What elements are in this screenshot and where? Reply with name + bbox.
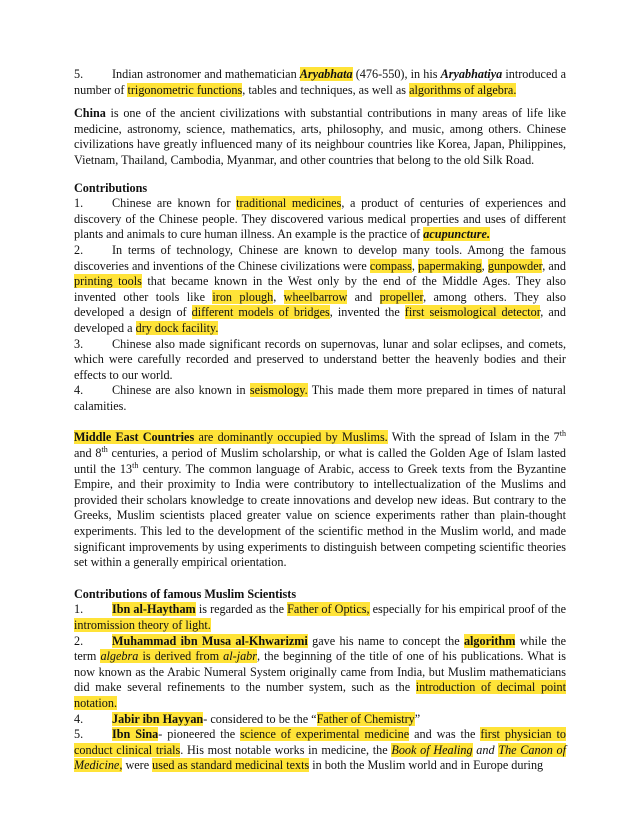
highlight-book-of-healing: Book of Healing <box>391 742 473 757</box>
highlight-father-of-chemistry: Father of Chemistry <box>316 711 415 726</box>
middle-east-paragraph: Middle East Countries are dominantly occupied by Muslims. With the spread of Islam in the 7th and 8th centuries, a period of Muslim scholarship, or what is called the Golden Age of Islam lasted until the 13th century. The common language of Arabic, access to Greek texts from the Byzantine Empire, and their proximity to India were contributory to intellectualization of the Muslims and provided their scholars knowledge to create innovations and develop new ideas. But contrary to the Greeks, Muslim scientists placed greater value on science experiments rather than plain-thought experiments. This led to the development of the scientific method in the Muslim world, and made significant improvements by using experiments to distinguish between competing scientific theories set within a generally empirical orientation. <box>74 429 566 570</box>
highlight-jabir-ibn-hayyan: Jabir ibn Hayyan <box>112 711 204 726</box>
highlight-printing-tools: printing tools <box>74 274 142 289</box>
highlight-acupuncture: acupuncture. <box>423 227 490 242</box>
highlight-algorithm: algorithm <box>463 633 516 648</box>
highlight-papermaking: papermaking <box>418 258 482 273</box>
highlight-father-of-optics: Father of Optics, <box>287 602 370 617</box>
highlight-ibn-al-haytham: Ibn al-Haytham <box>112 602 196 617</box>
highlight-seismology: seismology. <box>249 383 308 398</box>
highlight-seismological-detector: first seismological detector <box>404 305 541 320</box>
highlight-intromission: intromission theory of light. <box>74 618 211 632</box>
list-number: 2. <box>74 633 84 648</box>
contribution-item-1: 1. Chinese are known for traditional medicines, a product of centuries of experiences and discovery of the Chinese people. They discovered various medical properties and uses of different plants and animals to cure human illness. An example is the practice of acupuncture. <box>74 196 566 242</box>
muslim-scientists-heading: Contributions of famous Muslim Scientists <box>74 586 297 601</box>
highlight-aryabhata: Aryabhata <box>299 67 353 81</box>
contribution-item-4: 4. Chinese are also known in seismology. This made them more prepared in times of natural calamities. <box>74 383 566 413</box>
highlight-wheelbarrow: wheelbarrow <box>283 289 348 304</box>
china-label: China <box>74 106 106 121</box>
list-number: 5. <box>74 727 84 742</box>
contribution-item-2: 2. In terms of technology, Chinese are known to develop many tools. Among the famous discoveries and inventions of the Chinese civilizations were compass, papermaking, gunpowder, and printing tools that became known in the West only by the end of the Middle Ages. They also invented other tools like iron plough, wheelbarrow and propeller, among others. They also developed a design of different models of bridges, invented the first seismological detector, and developed a dry dock facility. <box>74 242 567 335</box>
list-number: 1. <box>74 196 84 211</box>
highlight-propeller: propeller <box>379 289 424 304</box>
contributions-heading: Contributions <box>74 180 148 195</box>
list-number: 3. <box>74 336 84 351</box>
list-number: 4. <box>74 711 84 726</box>
aryabhata-paragraph: 5. Indian astronomer and mathematician Aryabhata (476-550), in his Aryabhatiya introduced a number of trigonometric functions, tables and techniques, as well as algorithms of algebra. <box>74 67 567 97</box>
highlight-ibn-sina: Ibn Sina <box>112 727 159 742</box>
highlight-algebra: algorithms of algebra. <box>409 82 517 97</box>
highlight-compass: compass <box>369 258 412 273</box>
contribution-item-3: 3. Chinese also made significant records on supernovas, lunar and solar eclipses, and comets, which were carefully recorded and preserved to understand better the heavenly bodies and their effects to our world. <box>74 336 566 382</box>
china-paragraph: China is one of the ancient civilizations with substantial contributions in many areas of life like medicine, astronomy, science, mathematics, arts, philosophy, and music, among others. Chinese civilizations have greatly influenced many of its neighbour countries like Korea, Japan, Philippines, Vietnam, Thailand, Cambodia, Myanmar, and other countries that belong to the old Silk Road. <box>74 106 566 167</box>
highlight-al-khwarizmi: Muhammad ibn Musa al-Khwarizmi <box>112 633 308 648</box>
highlight-decimal-point: introduction of decimal point notation. <box>74 680 566 710</box>
scientist-item-4: 4. Jabir ibn Hayyan- considered to be the “Father of Chemistry” <box>74 711 421 726</box>
highlight-iron-plough: iron plough <box>212 289 274 304</box>
highlight-gunpowder: gunpowder <box>487 258 543 273</box>
highlight-canon-of-medicine: The Canon of Medicine, <box>74 742 567 773</box>
aryabhatiya-title: Aryabhatiya <box>440 67 503 81</box>
list-number: 1. <box>74 602 84 617</box>
list-number: 4. <box>74 383 84 398</box>
highlight-first-physician: first physician to conduct clinical trials <box>74 727 566 757</box>
scientist-item-5: 5. Ibn Sina- pioneered the science of experimental medicine and was the first physician to conduct clinical trials. His most notable works in medicine, the Book of Healing and The Canon of Medicine, were used as standard medicinal texts in both the Muslim world and in Europe during <box>74 727 567 773</box>
highlight-experimental-medicine: science of experimental medicine <box>240 727 410 742</box>
highlight-standard-texts: used as standard medicinal texts <box>152 758 310 773</box>
list-number: 2. <box>74 242 84 257</box>
highlight-trig: trigonometric functions <box>127 82 243 97</box>
scientist-item-1: 1. Ibn al-Haytham is regarded as the Father of Optics, especially for his empirical proof of the intromission theory of light. <box>74 602 566 632</box>
highlight-dry-dock: dry dock facility. <box>135 320 219 335</box>
highlight-middle-east: Middle East Countries are dominantly occupied by Muslims. <box>74 430 388 445</box>
list-number: 5. <box>74 67 84 81</box>
scientist-item-2: 2. Muhammad ibn Musa al-Khwarizmi gave his name to concept the algorithm while the term algebra is derived from al-jabr, the beginning of the title of one of his publications. What is now known as the Arabic Numeral System originally came from India, but Muslim mathematicians did make several refinements to the number system, such as the introduction of decimal point notation. <box>74 633 566 710</box>
highlight-algebra-derived: algebra is derived from al-jabr <box>100 649 258 664</box>
highlight-traditional-medicines: traditional medicines <box>236 196 342 211</box>
highlight-bridges: different models of bridges <box>191 305 330 320</box>
